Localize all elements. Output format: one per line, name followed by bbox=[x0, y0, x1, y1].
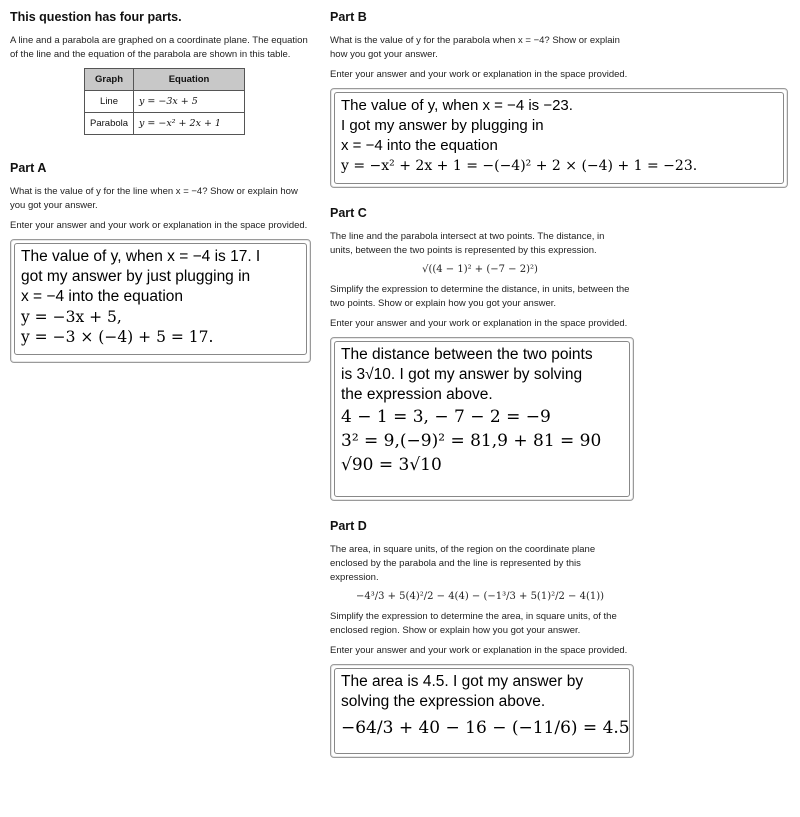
answer-line: y = −3 × (−4) + 5 = 17. bbox=[21, 328, 214, 346]
table-header-row bbox=[85, 69, 245, 91]
answer-line: The area is 4.5. I got my answer by bbox=[341, 673, 584, 690]
part-b-answer-area[interactable] bbox=[334, 92, 784, 184]
answer-line: 3² = 9,(−9)² = 81,9 + 81 = 90 bbox=[341, 431, 602, 451]
answer-line: y = −3x + 5, bbox=[21, 308, 122, 326]
part-b-heading: Part B bbox=[330, 10, 367, 24]
part-d-instruction: Enter your answer and your work or explanation in the space provided. bbox=[330, 645, 628, 656]
answer-line: solving the expression above. bbox=[341, 693, 546, 710]
table-header-graph: Graph bbox=[85, 69, 134, 91]
part-d-answer-area[interactable] bbox=[334, 668, 630, 754]
table-row bbox=[85, 91, 245, 113]
part-d-answer-box[interactable] bbox=[330, 664, 634, 758]
answer-line: I got my answer by plugging in bbox=[341, 117, 544, 134]
part-a-answer-area[interactable] bbox=[14, 243, 307, 355]
equation-table bbox=[84, 68, 245, 135]
part-d-heading: Part D bbox=[330, 519, 367, 533]
part-b-question: What is the value of y for the parabola when x = −4? Show or explain how you got your answer. bbox=[330, 35, 620, 60]
intro-heading: This question has four parts. bbox=[10, 10, 182, 24]
table-cell-equation: y = −3x + 5 bbox=[134, 91, 245, 113]
part-a-answer-box[interactable] bbox=[10, 239, 311, 363]
part-c-instruction: Enter your answer and your work or explanation in the space provided. bbox=[330, 318, 628, 329]
answer-line: The value of y, when x = −4 is −23. bbox=[341, 97, 573, 114]
part-c-heading: Part C bbox=[330, 206, 367, 220]
left-column bbox=[10, 10, 315, 363]
part-a-heading: Part A bbox=[10, 161, 47, 175]
part-c-question-2: Simplify the expression to determine the distance, in units, between the two points. Show or explain how you got your answer. bbox=[330, 284, 630, 309]
part-d-question: The area, in square units, of the region on the coordinate plane enclosed by the parabola and the line is represented by this expression. bbox=[330, 544, 596, 583]
answer-line: √90 = 3√10 bbox=[341, 455, 442, 475]
part-b-answer-box[interactable] bbox=[330, 88, 788, 188]
answer-line: x = −4 into the equation bbox=[21, 288, 184, 305]
table-cell-graph: Line bbox=[85, 91, 134, 113]
intro-text: A line and a parabola are graphed on a coordinate plane. The equation of the line and the equation of the parabola are shown in this table. bbox=[10, 35, 308, 60]
answer-line: the expression above. bbox=[341, 386, 493, 403]
part-c-question: The line and the parabola intersect at two points. The distance, in units, between the two points is represented by this expression. bbox=[330, 231, 605, 256]
table-cell-equation: y = −x² + 2x + 1 bbox=[134, 113, 245, 135]
answer-line: is 3√10. I got my answer by solving bbox=[341, 366, 583, 383]
right-column bbox=[330, 10, 780, 758]
answer-line: 4 − 1 = 3, − 7 − 2 = −9 bbox=[341, 407, 551, 427]
answer-line: The distance between the two points bbox=[341, 346, 593, 363]
answer-line: y = −x² + 2x + 1 = −(−4)² + 2 × (−4) + 1 = −23. bbox=[341, 158, 698, 174]
answer-line: got my answer by just plugging in bbox=[21, 268, 251, 285]
answer-line: The value of y, when x = −4 is 17. I bbox=[21, 248, 261, 265]
part-d-expression: −4³/3 + 5(4)²/2 − 4(4) − (−1³/3 + 5(1)²/2 − 4(1)) bbox=[355, 591, 605, 602]
table-row bbox=[85, 113, 245, 135]
part-d-question-2: Simplify the expression to determine the area, in square units, of the enclosed region. Show or explain how you got your answer. bbox=[330, 611, 617, 636]
table-header-equation: Equation bbox=[134, 69, 245, 91]
part-b-instruction: Enter your answer and your work or explanation in the space provided. bbox=[330, 69, 628, 80]
part-c-expression: √((4 − 1)² + (−7 − 2)²) bbox=[422, 264, 538, 275]
part-c-answer-area[interactable] bbox=[334, 341, 630, 497]
part-a-instruction: Enter your answer and your work or explanation in the space provided. bbox=[10, 220, 308, 231]
part-c-answer-box[interactable] bbox=[330, 337, 634, 501]
table-cell-graph: Parabola bbox=[85, 113, 134, 135]
answer-line: x = −4 into the equation bbox=[341, 137, 498, 154]
answer-line: −64/3 + 40 − 16 − (−11/6) = 4.5 bbox=[341, 718, 630, 738]
part-a-question: What is the value of y for the line when x = −4? Show or explain how you got your answer. bbox=[10, 186, 298, 211]
